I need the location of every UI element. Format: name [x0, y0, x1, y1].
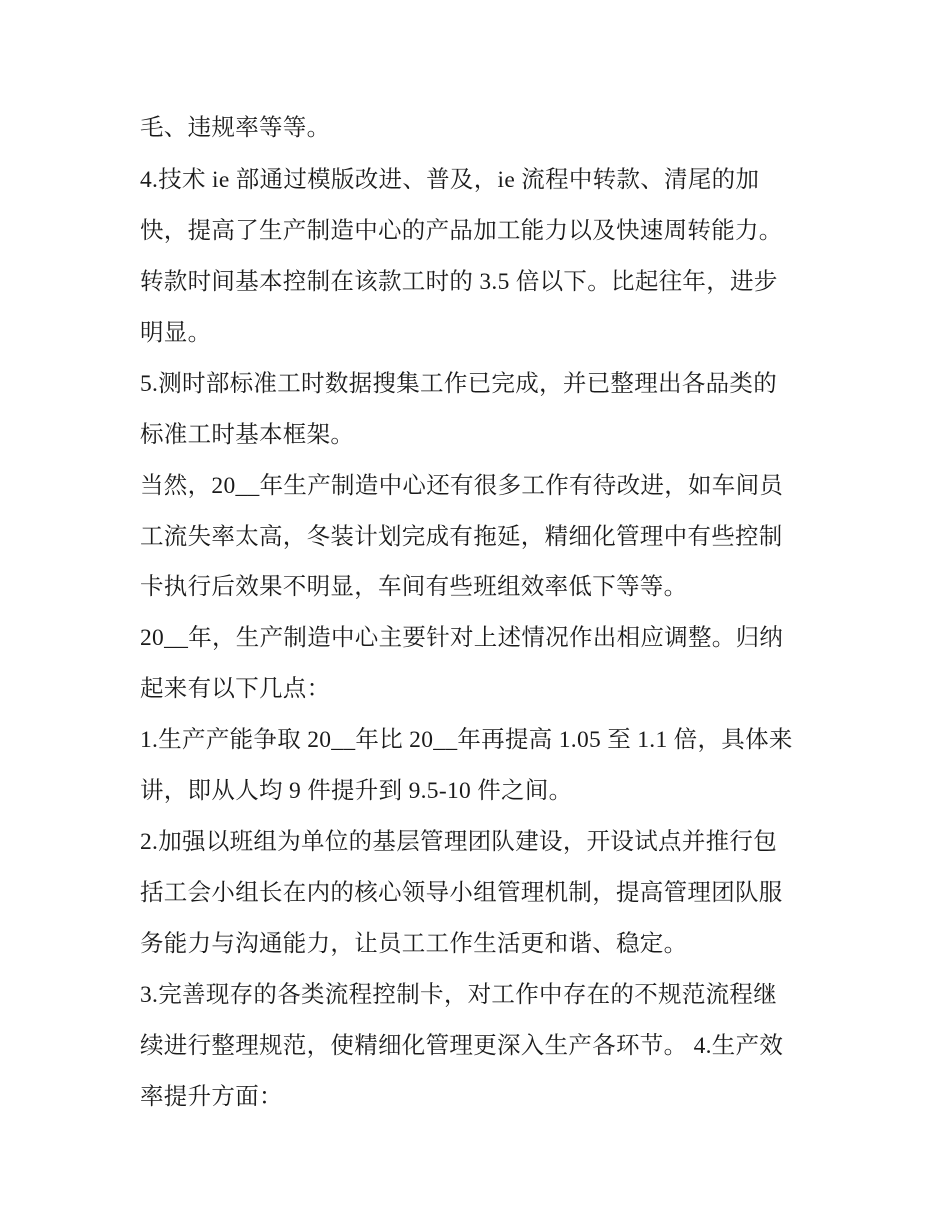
- text-line-19: 续进行整理规范，使精细化管理更深入生产各环节。 4.生产效: [140, 1033, 784, 1059]
- text-line-11: 20__年，生产制造中心主要针对上述情况作出相应调整。归纳: [140, 625, 784, 651]
- text-line-4: 转款时间基本控制在该款工时的 3.5 倍以下。比起往年，进步: [140, 269, 778, 295]
- text-line-8: 当然，20__年生产制造中心还有很多工作有待改进，如车间员: [140, 473, 784, 499]
- text-line-2: 4.技术 ie 部通过模版改进、普及，ie 流程中转款、清尾的加: [140, 167, 760, 193]
- text-line-7: 标准工时基本框架。: [140, 422, 355, 448]
- text-line-1: 毛、违规率等等。: [140, 115, 331, 141]
- text-line-17: 务能力与沟通能力，让员工工作生活更和谐、稳定。: [140, 931, 688, 957]
- text-line-9: 工流失率太高，冬装计划完成有拖延，精细化管理中有些控制: [140, 524, 783, 550]
- text-line-5: 明显。: [140, 320, 212, 346]
- text-line-12: 起来有以下几点：: [140, 676, 331, 702]
- text-line-16: 括工会小组长在内的核心领导小组管理机制，提高管理团队服: [140, 880, 783, 906]
- text-line-10: 卡执行后效果不明显，车间有些班组效率低下等等。: [140, 574, 688, 600]
- text-line-3: 快，提高了生产制造中心的产品加工能力以及快速周转能力。: [140, 218, 783, 244]
- text-line-15: 2.加强以班组为单位的基层管理团队建设，开设试点并推行包: [140, 829, 778, 855]
- text-line-14: 讲，即从人均 9 件提升到 9.5-10 件之间。: [140, 778, 573, 804]
- text-line-6: 5.测时部标准工时数据搜集工作已完成，并已整理出各品类的: [140, 371, 778, 397]
- text-line-18: 3.完善现存的各类流程控制卡，对工作中存在的不规范流程继: [140, 982, 778, 1008]
- text-line-20: 率提升方面：: [140, 1084, 283, 1110]
- text-line-13: 1.生产产能争取 20__年比 20__年再提高 1.05 至 1.1 倍，具体来: [140, 727, 793, 753]
